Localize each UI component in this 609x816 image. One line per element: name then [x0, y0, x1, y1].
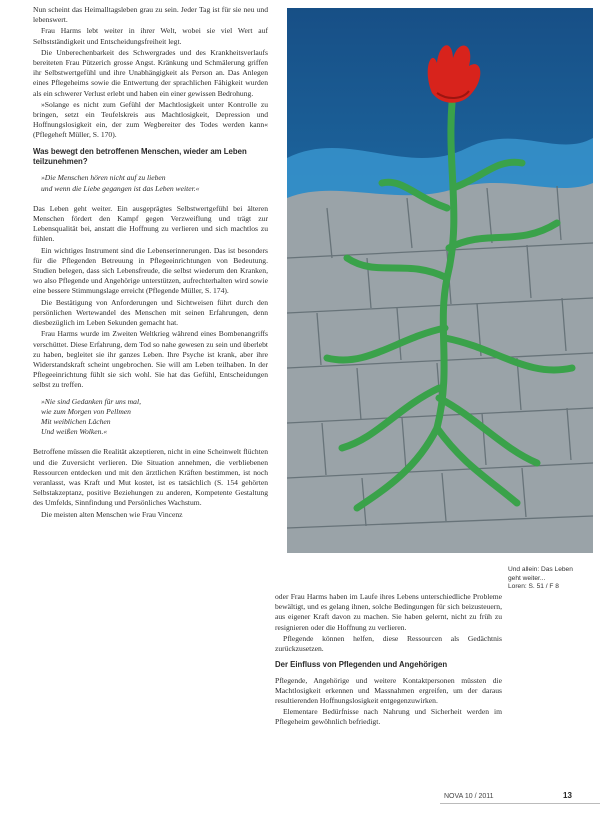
poem-block [41, 397, 268, 438]
quote-block [41, 173, 268, 193]
paragraph: Frau Harms wurde im Zweiten Weltkrieg während eines Bombenangriffs verschüttet. Diese Erfahrung, dem Tod so nahe gewesen zu sein und überlebt zu haben, begleitet sie ihr ganzes Leben. Ihre Psyche ist krank, aber ihre Widerstandskraft scheint ungebrochen. Sie will am Leben teilhaben. In der Pflegeeinrichtung fühlt sie sich wohl. Sie hat das Gefühl, Entscheidungen selbst zu treffen. [33, 329, 268, 390]
paragraph: Pflegende können helfen, diese Ressourcen als Gedächtnis zurückzusetzen. [275, 633, 502, 654]
left-column [33, 5, 268, 521]
flower-painting [287, 8, 593, 553]
paragraph: Elementare Bedürfnisse nach Nahrung und Sicherheit werden im Pflegeheim gewöhnlich befriedigt. [275, 707, 502, 727]
poem-line: »Nie sind Gedanken für uns mal, [41, 396, 141, 406]
paragraph: Das Leben geht weiter. Ein ausgeprägtes Selbstwertgefühl bei älteren Menschen fördert den Kampf gegen Verzweiflung und trägt zur Lebensqualität bei, anstatt die Hoffnung zu verlieren und sich machtlos zu fühlen. [33, 203, 268, 244]
paragraph: »Solange es nicht zum Gefühl der Machtlosigkeit unter Kontrolle zu bringen, setzt ein Teufelskreis aus Machtlosigkeit, Depression und Hoffnungslosigkeit ein, der zum Wegbereiter des Todes werden kann« (Pflegeheft Müller, S. 170). [33, 99, 268, 140]
paragraph: Nun scheint das Heimalltagsleben grau zu sein. Jeder Tag ist für sie neu und lebenswert. [33, 5, 268, 25]
poem-line: Mit weiblichen Lächen [41, 416, 111, 426]
page-number: 13 [563, 791, 572, 800]
paragraph: oder Frau Harms haben im Laufe ihres Lebens unterschiedliche Probleme bewältigt, und es gelang ihnen, solche Bedingungen für sich beizusteuern, aus eigener Kraft davon zu machen. Sie haben gelernt, nicht zu früh zu resignieren oder die Hoffnung zu verlieren. [275, 592, 502, 632]
footer-divider [440, 803, 600, 804]
quote-line: und wenn die Liebe gegangen ist das Leben weiter.« [41, 183, 200, 193]
paragraph: Die Bestätigung von Anforderungen und Sichtweisen führt durch den persönlichen Wertewandel des Menschen mit seinen Erfahrungen, denn diesbezüglich im Leben Sekunden gemacht hat. [33, 297, 268, 328]
right-column [275, 592, 502, 729]
quote-line: »Die Menschen hören nicht auf zu lieben [41, 173, 166, 183]
paragraph: Frau Harms lebt weiter in ihrer Welt, wobei sie viel Wert auf Selbstständigkeit und Entscheidungsfreiheit legt. [33, 26, 268, 46]
caption-line: Und allein: Das Leben [508, 566, 573, 573]
section-heading: Was bewegt den betroffenen Menschen, wieder am Leben teilzunehmen? [33, 146, 247, 167]
poem-line: Und weißen Wolken.« [41, 427, 108, 437]
section-heading: Der Einfluss von Pflegenden und Angehörigen [275, 660, 448, 670]
paragraph: Die meisten alten Menschen wie Frau Vincenz [41, 509, 183, 519]
paragraph: Ein wichtiges Instrument sind die Lebenserinnerungen. Das ist besonders für die Pflegenden Betreuung in Pflegeeinrichtungen von Bedeutung. Studien belegen, dass sich Lebensfreude, die selbst wiederum den Kranken, wo also Pflegende und Angehörige unterstützen, aufrechterhalten wird sowie eine bessere Stimmungslage erreicht (Pflegende Müller, S. 174). [33, 245, 268, 296]
paragraph: Betroffene müssen die Realität akzeptieren, nicht in eine Scheinwelt flüchten und die Zuversicht verlieren. Die Situation annehmen, die verbliebenen Ressourcen entdecken und mit den ärztlichen Kräften bestimmen, ist noch veranlasst, was Kraft und Mut kostet, ist es tatsächlich (S. 154 gehörten Selbstakzeptanz, positive Beziehungen zu anderen, Kompetente Gestaltung des Umfelds, Sinnfindung und Persönliches Wachstum. [33, 447, 268, 508]
footer-label: NOVA 10 / 2011 [444, 793, 494, 800]
paragraph: Die Unberechenbarkeit des Schwergrades und des Krankheitsverlaufs bereiteten Frau Pützerich grosse Angst. Kränkung und Schmälerung griffen ihr Selbstwertgefühl und ihre Unabhängigkeit als Person an. Das Anlegen eines Pflegeheims sowie die Entwertung der sprachlichen Fähigkeit wurden als ein schwerer Verlust erlebt und haben ein einer gewissen Bedrohung. [33, 47, 268, 98]
caption-line: Loren: S. 51 / F 8 [508, 583, 559, 591]
caption-line: geht weiter... [508, 574, 546, 582]
paragraph: Pflegende, Angehörige und weitere Kontaktpersonen müssten die Machtlosigkeit erkennen und Massnahmen ergreifen, um der daraus resultierenden Hoffnungslosigkeit entgegenzuwirken. [275, 675, 502, 706]
poem-line: wie zum Morgen von Pellmen [41, 406, 131, 416]
image-caption [508, 566, 598, 592]
